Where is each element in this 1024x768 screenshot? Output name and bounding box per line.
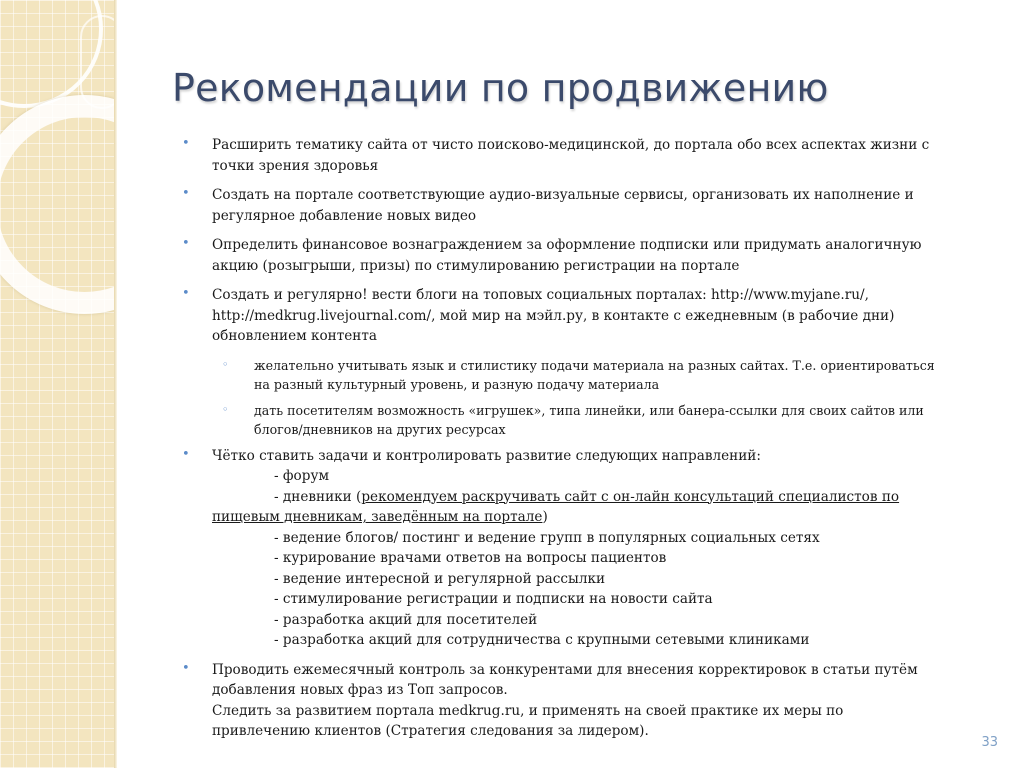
bullet-text-line: Чётко ставить задачи и контролировать развитие следующих направлений: xyxy=(212,447,761,464)
bullet-item xyxy=(180,135,980,176)
bullet-text-line: акцию (розыгрыши, призы) по стимулированию регистрации на портале xyxy=(212,257,740,274)
bullet-item xyxy=(180,185,980,226)
bullet-text-line: точки зрения здоровья xyxy=(212,157,379,174)
decorative-sidebar xyxy=(0,0,114,768)
direction-item: - ведение блогов/ постинг и ведение групп в популярных социальных сетях xyxy=(274,529,820,546)
sub-bullet-item xyxy=(180,401,980,439)
bullet-text-line: привлечению клиентов (Стратегия следования за лидером). xyxy=(212,723,649,739)
direction-item: - разработка акций для посетителей xyxy=(274,611,538,628)
bullet-item xyxy=(180,660,980,742)
diaries-suffix: ) xyxy=(542,509,548,525)
page-number: 33 xyxy=(981,735,998,750)
bullet-dot-icon: • xyxy=(182,186,190,201)
sub-bullet-circle-icon: ◦ xyxy=(222,357,229,371)
bullet-dot-icon: • xyxy=(182,660,190,676)
bullet-text-line: Следить за развитием портала medkrug.ru, и применять на своей практике их меры по xyxy=(212,702,844,719)
bullet-text-line: Проводить ежемесячный контроль за конкурентами для внесения корректировок в статьи путём xyxy=(212,661,918,678)
sub-bullet-item xyxy=(180,356,980,394)
decorative-ring xyxy=(0,95,114,314)
direction-item: - ведение интересной и регулярной рассылки xyxy=(274,570,606,587)
bullet-text-line: добавления новых фраз из Топ запросов. xyxy=(212,682,508,698)
bullet-text-line: Создать на портале соответствующие аудио-визуальные сервисы, организовать их наполнение и xyxy=(212,187,914,203)
diaries-recommendation-text: пищевым дневникам, заведённым на портале xyxy=(212,509,543,525)
bullet-text-line: http://medkrug.livejournal.com/, мой мир на мэйл.ру, в контакте с ежедневным (в рабочие дни) xyxy=(212,307,895,324)
direction-item-diaries xyxy=(212,487,980,508)
decorative-ring xyxy=(80,15,114,109)
direction-item: - форум xyxy=(274,468,330,484)
sub-bullet-text-line: блогов/дневников на других ресурсах xyxy=(254,421,506,437)
direction-item: - разработка акций для сотрудничества с крупными сетевыми клиниками xyxy=(274,632,810,648)
bullet-item xyxy=(180,446,980,651)
direction-item: - стимулирование регистрации и подписки на новости сайта xyxy=(274,591,713,607)
bullet-text-line: Определить финансовое вознаграждением за оформление подписки или придумать аналогичную xyxy=(212,237,922,253)
bullet-dot-icon: • xyxy=(182,446,190,462)
sidebar-edge xyxy=(114,0,117,768)
slide-content xyxy=(180,135,980,751)
bullet-dot-icon: • xyxy=(182,286,190,301)
direction-item: - курирование врачами ответов на вопросы пациентов xyxy=(274,550,667,566)
sub-bullet-text-line: на разный культурный уровень, и разную подачу материала xyxy=(254,376,660,392)
bullet-text-line: регулярное добавление новых видео xyxy=(212,207,477,224)
sub-bullet-text-line: дать посетителям возможность «игрушек», типа линейки, или банера-ссылки для своих сайтов или xyxy=(254,402,924,418)
bullet-item xyxy=(180,285,980,347)
bullet-text-line: обновлением контента xyxy=(212,328,377,344)
diaries-prefix: - дневники ( xyxy=(274,488,362,505)
diaries-continuation xyxy=(212,507,980,528)
bullet-text-line: Создать и регулярно! вести блоги на топовых социальных порталах: http://www.myjane.ru/, xyxy=(212,287,869,303)
sub-bullet-circle-icon: ◦ xyxy=(222,402,229,416)
slide-title: Рекомендации по продвижению xyxy=(172,66,829,110)
bullet-item xyxy=(180,235,980,276)
bullet-text-line: Расширить тематику сайта от чисто поисково-медицинской, до портала обо всех аспектах жизни с xyxy=(212,137,930,153)
sub-bullet-text-line: желательно учитывать язык и стилистику подачи материала на разных сайтах. Т.е. ориентироваться xyxy=(254,357,935,373)
bullet-dot-icon: • xyxy=(182,136,190,151)
diaries-recommendation-text: рекомендуем раскручивать сайт с он-лайн консультаций специалистов по xyxy=(361,488,900,505)
bullet-dot-icon: • xyxy=(182,236,190,251)
